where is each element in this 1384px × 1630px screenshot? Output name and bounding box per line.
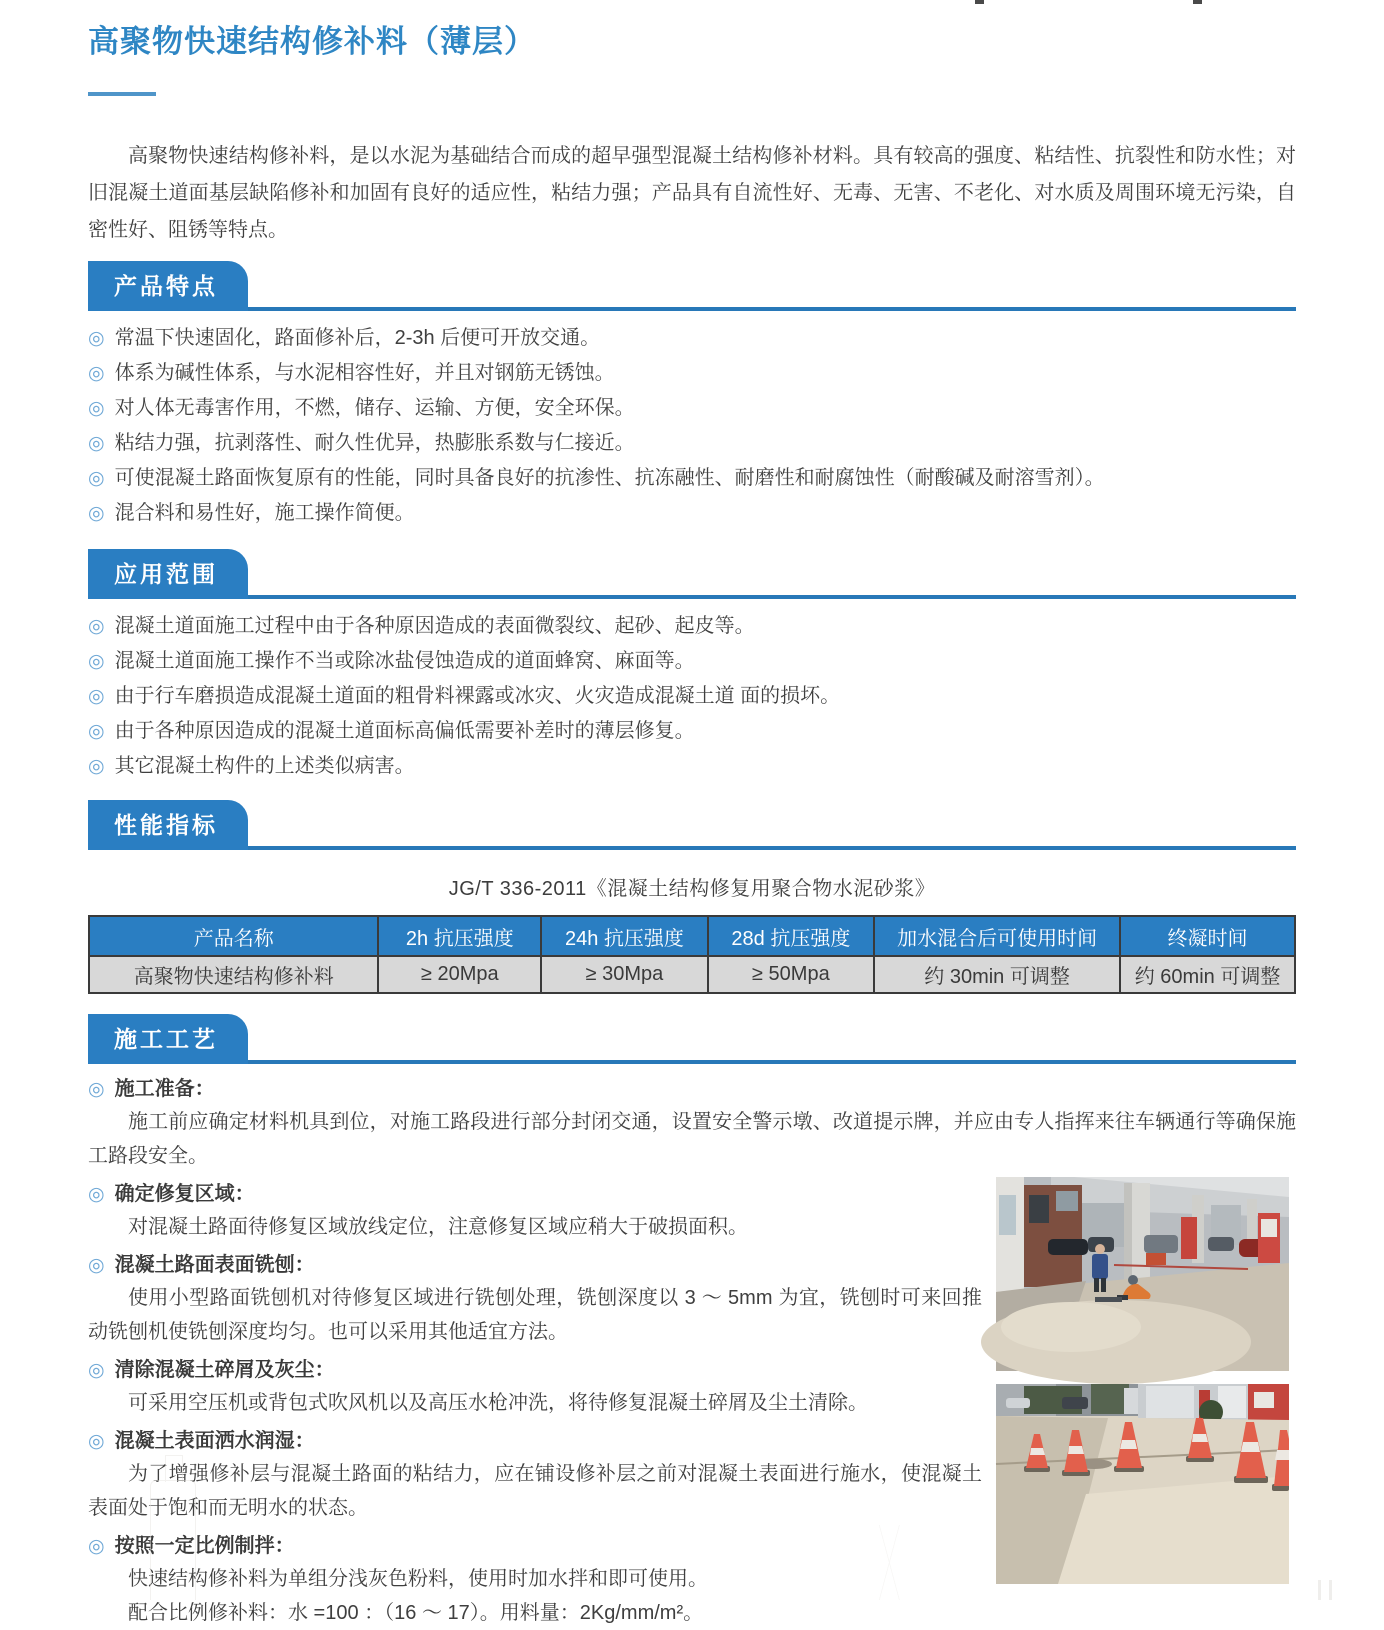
table-cell: ≥ 30Mpa: [541, 956, 707, 993]
step-body: 施工前应确定材料机具到位，对施工路段进行部分封闭交通，设置安全警示墩、改道提示牌，并应由专人指挥来往车辆通行等确保施工路段安全。: [88, 1111, 1296, 1167]
column-header: 产品名称: [89, 916, 378, 956]
section-header-features: [88, 261, 1296, 311]
table-cell: 约 60min 可调整: [1120, 956, 1295, 993]
bullseye-bullet-icon: ◎: [88, 1431, 105, 1452]
list-item-text: 由于各种原因造成的混凝土道面标高偏低需要补差时的薄层修复。: [114, 720, 695, 742]
step-body: 可采用空压机或背包式吹风机以及高压水枪冲洗，将待修复混凝土碎屑及尘土清除。: [128, 1392, 868, 1414]
step-label: 混凝土表面洒水润湿：: [114, 1430, 315, 1452]
table-cell: ≥ 50Mpa: [708, 956, 874, 993]
list-item: [88, 461, 1296, 496]
table-caption: JG/T 336-2011《混凝土结构修复用聚合物水泥砂浆》: [448, 878, 936, 900]
step-body: 为了增强修补层与混凝土路面的粘结力，应在铺设修补层之前对混凝土表面进行施水，使混凝土表面处于饱和而无明水的状态。: [88, 1463, 982, 1519]
table-cell: 约 30min 可调整: [874, 956, 1120, 993]
photo-repaired-surface-cones: [996, 1384, 1289, 1584]
bullseye-bullet-icon: ◎: [88, 1536, 105, 1557]
bullseye-bullet-icon: ◎: [88, 616, 105, 637]
table-cell: 高聚物快速结构修补料: [89, 956, 378, 993]
section-header-applications: [88, 549, 1296, 599]
column-header: 24h 抗压强度: [541, 916, 707, 956]
document-content: [88, 0, 1296, 1630]
bullseye-bullet-icon: ◎: [88, 1255, 105, 1276]
step-body: 使用小型路面铣刨机对待修复区域进行铣刨处理，铣刨深度以 3 ～ 5mm 为宜，铣刨时可来回推动铣刨机使铣刨深度均匀。也可以采用其他适宜方法。: [88, 1287, 982, 1343]
list-item: [88, 609, 1296, 644]
list-item-text: 混凝土道面施工操作不当或除冰盐侵蚀造成的道面蜂窝、麻面等。: [114, 650, 695, 672]
list-item: [88, 714, 1296, 749]
step-label: 混凝土路面表面铣刨：: [114, 1254, 315, 1276]
section-badge-applications: 应用范围: [88, 549, 248, 599]
list-item-text: 可使混凝土路面恢复原有的性能，同时具备良好的抗渗性、抗冻融性、耐磨性和耐腐蚀性（耐酸碱及耐溶雪剂）。: [114, 467, 1105, 489]
list-item: [88, 426, 1296, 461]
title-underline: [88, 92, 156, 96]
section-header-process: [88, 1014, 1296, 1064]
list-item-text: 粘结力强，抗剥落性、耐久性优异，热膨胀系数与仁接近。: [114, 432, 635, 454]
page-title: 高聚物快速结构修补料（薄层）: [88, 24, 536, 59]
faint-watermark-bars: [1318, 1580, 1332, 1600]
step-body: 对混凝土路面待修复区域放线定位，注意修复区域应稍大于破损面积。: [128, 1216, 748, 1238]
list-item: [88, 679, 1296, 714]
bullseye-bullet-icon: ◎: [88, 651, 105, 672]
list-item: [88, 391, 1296, 426]
list-item-text: 常温下快速固化，路面修补后，2-3h 后便可开放交通。: [114, 327, 601, 349]
table-cell: ≥ 20Mpa: [378, 956, 541, 993]
performance-table: [88, 915, 1296, 994]
column-header: 加水混合后可使用时间: [874, 916, 1120, 956]
list-item-text: 由于行车磨损造成混凝土道面的粗骨料裸露或冰灾、火灾造成混凝土道 面的损坏。: [114, 685, 841, 707]
list-item-text: 体系为碱性体系，与水泥相容性好，并且对钢筋无锈蚀。: [114, 362, 615, 384]
section-badge-process: 施工工艺: [88, 1014, 248, 1064]
bullseye-bullet-icon: ◎: [88, 756, 105, 777]
list-item-text: 对人体无毒害作用，不燃，储存、运输、方便，安全环保。: [114, 397, 635, 419]
bullseye-bullet-icon: ◎: [88, 1360, 105, 1381]
section-badge-performance: 性能指标: [88, 800, 248, 850]
list-item: [88, 321, 1296, 356]
column-header: 28d 抗压强度: [708, 916, 874, 956]
bullseye-bullet-icon: ◎: [88, 433, 105, 454]
table-row: [89, 956, 1295, 993]
list-item-text: 混凝土道面施工过程中由于各种原因造成的表面微裂纹、起砂、起皮等。: [114, 615, 755, 637]
list-item-text: 混合料和易性好，施工操作简便。: [114, 502, 415, 524]
step-label: 清除混凝土碎屑及灰尘：: [114, 1359, 335, 1381]
bullseye-bullet-icon: ◎: [88, 503, 105, 524]
process-step: [88, 1074, 1296, 1173]
bullseye-bullet-icon: ◎: [88, 328, 105, 349]
step-body: 快速结构修补料为单组分浅灰色粉料，使用时加水拌和即可使用。: [128, 1568, 708, 1590]
step-label: 按照一定比例制拌：: [114, 1535, 295, 1557]
list-item: [88, 644, 1296, 679]
intro-paragraph: 高聚物快速结构修补料，是以水泥为基础结合而成的超早强型混凝土结构修补材料。具有较高的强度、粘结性、抗裂性和防水性；对旧混凝土道面基层缺陷修补和加固有良好的适应性，粘结力强；产品具有自流性好、无毒、无害、不老化、对水质及周围环境无污染，自密性好、阻锈等特点。: [88, 145, 1296, 241]
column-header: 2h 抗压强度: [378, 916, 541, 956]
bullseye-bullet-icon: ◎: [88, 686, 105, 707]
step-label: 确定修复区域：: [114, 1183, 255, 1205]
section-header-performance: [88, 800, 1296, 850]
bullseye-bullet-icon: ◎: [88, 1079, 105, 1100]
list-item: [88, 496, 1296, 531]
list-item: [88, 356, 1296, 391]
bullseye-bullet-icon: ◎: [88, 1184, 105, 1205]
photo-construction-site: [996, 1177, 1289, 1371]
list-item-text: 其它混凝土构件的上述类似病害。: [114, 755, 415, 777]
photo-column: [996, 1173, 1296, 1584]
bullseye-bullet-icon: ◎: [88, 398, 105, 419]
section-badge-features: 产品特点: [88, 261, 248, 311]
list-item: [88, 749, 1296, 784]
step-body: 配合比例修补料：水 =100 ：（16 ～ 17）。用料量：2Kg/mm/m²。: [128, 1602, 704, 1624]
applications-list: [88, 609, 1296, 784]
column-header: 终凝时间: [1120, 916, 1295, 956]
step-label: 施工准备：: [114, 1078, 215, 1100]
bullseye-bullet-icon: ◎: [88, 721, 105, 742]
step-heading: [88, 1074, 1296, 1105]
bullseye-bullet-icon: ◎: [88, 468, 105, 489]
features-list: [88, 321, 1296, 531]
process-steps: [88, 1074, 1296, 1630]
bullseye-bullet-icon: ◎: [88, 363, 105, 384]
table-header-row: [89, 916, 1295, 956]
